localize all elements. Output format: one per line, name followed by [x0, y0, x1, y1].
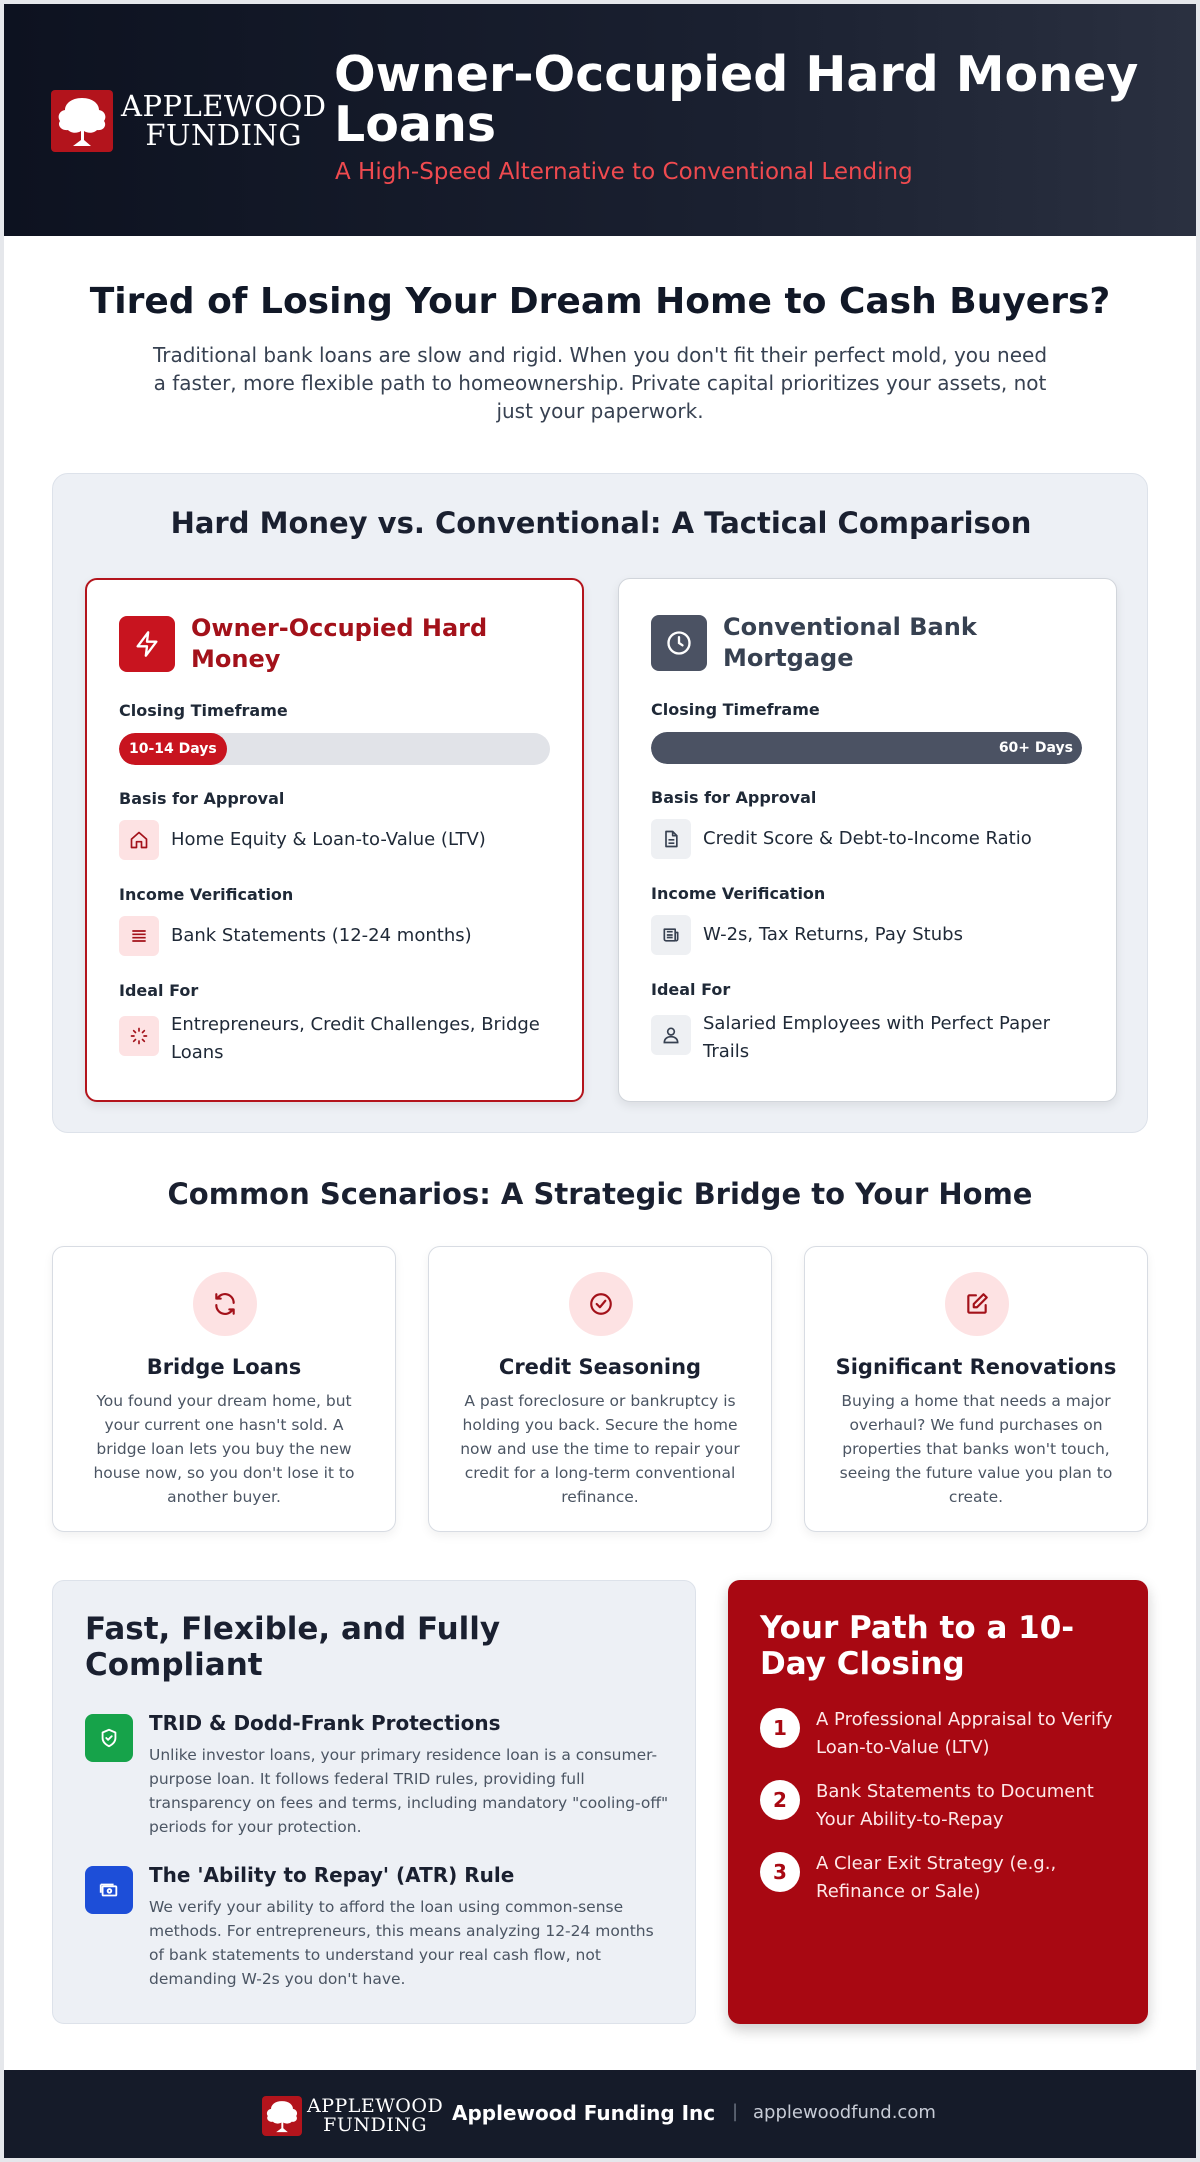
- shield-check-icon: [85, 1714, 133, 1762]
- basis-row: [651, 819, 1032, 859]
- income-value: W-2s, Tax Returns, Pay Stubs: [703, 924, 963, 945]
- logo-line-2: FUNDING: [145, 118, 303, 152]
- step-text: A Professional Appraisal to Verify Loan-to-Value (LTV): [816, 1709, 1113, 1758]
- timeframe-value: 10-14 Days: [129, 741, 217, 757]
- step-number: 3: [760, 1852, 800, 1892]
- comparison-section: [52, 473, 1148, 1133]
- step-number: 2: [760, 1780, 800, 1820]
- step-text: A Clear Exit Strategy (e.g., Refinance or Sale): [816, 1853, 1057, 1902]
- compliance-item-title: TRID & Dodd-Frank Protections: [149, 1711, 501, 1735]
- ideal-value: Salaried Employees with Perfect Paper Trails: [703, 1013, 1051, 1062]
- scenario-card-renovations: [804, 1246, 1148, 1532]
- ideal-row: [119, 1011, 551, 1067]
- home-icon: [119, 820, 159, 860]
- conventional-title: Conventional Bank Mortgage: [723, 613, 977, 672]
- timeframe-bar: [119, 733, 550, 765]
- income-value: Bank Statements (12-24 months): [171, 925, 472, 946]
- closing-path-section: [728, 1580, 1148, 2024]
- scenario-text: A past foreclosure or bankruptcy is holding you back. Secure the home now and use the time to repair your credit for a long-term conventional refinance.: [460, 1392, 740, 1506]
- logo-line-2: FUNDING: [323, 2114, 428, 2136]
- scenario-text: Buying a home that needs a major overhaul? We fund purchases on properties that banks won't touch, seeing the future value you plan to create.: [839, 1392, 1113, 1506]
- ideal-label: Ideal For: [119, 981, 199, 1000]
- tree-logo-icon: [262, 2096, 302, 2136]
- page: [4, 4, 1196, 2158]
- step-number: 1: [760, 1708, 800, 1748]
- user-icon: [651, 1015, 691, 1055]
- page-title: Owner-Occupied Hard Money Loans: [334, 46, 1139, 153]
- scenario-card-bridge-loans: [52, 1246, 396, 1532]
- path-step: [760, 1778, 1116, 1834]
- list-icon: [119, 916, 159, 956]
- footer: [4, 2070, 1196, 2158]
- logo-line-1: APPLEWOOD: [121, 89, 327, 123]
- footer-url-link[interactable]: applewoodfund.com: [753, 2102, 936, 2123]
- compliance-section: [52, 1580, 696, 2024]
- logo-wordmark: [121, 89, 327, 152]
- logo-line-1: APPLEWOOD: [307, 2095, 444, 2117]
- compliance-item-text: We verify your ability to afford the loan using common-sense methods. For entrepreneurs, this means analyzing 12-24 months of bank statements to understand your real cash flow, not demanding W-2s you don't have.: [149, 1898, 654, 1988]
- scenario-title: Credit Seasoning: [498, 1355, 702, 1379]
- clock-icon: [651, 615, 707, 671]
- income-label: Income Verification: [119, 885, 294, 904]
- footer-company: Applewood Funding Inc: [452, 2101, 716, 2125]
- basis-value: Home Equity & Loan-to-Value (LTV): [171, 829, 486, 850]
- path-step: [760, 1850, 1116, 1906]
- timeframe-label: Closing Timeframe: [119, 701, 288, 720]
- ideal-value: Entrepreneurs, Credit Challenges, Bridge Loans: [171, 1014, 540, 1063]
- check-circle-icon: [569, 1272, 633, 1336]
- newspaper-icon: [651, 915, 691, 955]
- timeframe-bar-fill: [119, 733, 227, 765]
- footer-separator: |: [732, 2101, 739, 2122]
- basis-label: Basis for Approval: [651, 788, 817, 807]
- compliance-item-title: The 'Ability to Repay' (ATR) Rule: [149, 1863, 515, 1887]
- timeframe-bar-fill: [651, 732, 1082, 764]
- conventional-card: [618, 578, 1117, 1102]
- hard-money-title: Owner-Occupied Hard Money: [191, 614, 488, 673]
- path-step: [760, 1706, 1116, 1762]
- loader-icon: [119, 1016, 159, 1056]
- timeframe-label: Closing Timeframe: [651, 700, 820, 719]
- income-label: Income Verification: [651, 884, 826, 903]
- timeframe-bar: [651, 732, 1082, 764]
- tree-logo-icon: [51, 90, 113, 152]
- closing-path-title: Your Path to a 10-Day Closing: [760, 1610, 1075, 1682]
- footer-logo[interactable]: [262, 2096, 443, 2136]
- scenarios-title: Common Scenarios: A Strategic Bridge to Your Home: [167, 1177, 1033, 1211]
- income-row: [651, 915, 963, 955]
- basis-value: Credit Score & Debt-to-Income Ratio: [703, 828, 1032, 849]
- comparison-title: Hard Money vs. Conventional: A Tactical Comparison: [170, 506, 1032, 540]
- edit-icon: [945, 1272, 1009, 1336]
- document-icon: [651, 819, 691, 859]
- header: [4, 4, 1196, 236]
- lightning-icon: [119, 616, 175, 672]
- scenario-title: Bridge Loans: [146, 1355, 302, 1379]
- intro-text: Traditional bank loans are slow and rigid. When you don't fit their perfect mold, you need a faster, more flexible path to homeownership. Private capital prioritizes your assets, not just your paperwork.: [152, 343, 1048, 423]
- page-subtitle: A High-Speed Alternative to Conventional Lending: [335, 159, 913, 185]
- logo-wordmark: [307, 2097, 443, 2135]
- ideal-label: Ideal For: [651, 980, 731, 999]
- compliance-item-text: Unlike investor loans, your primary residence loan is a consumer-purpose loan. It follows federal TRID rules, providing full transparency on fees and terms, including mandatory "cooling-off" periods for your protection.: [149, 1746, 669, 1836]
- intro-title: Tired of Losing Your Dream Home to Cash Buyers?: [89, 281, 1111, 322]
- scenario-card-credit-seasoning: [428, 1246, 772, 1532]
- income-row: [119, 916, 472, 956]
- ideal-row: [651, 1010, 1083, 1066]
- refresh-icon: [193, 1272, 257, 1336]
- hard-money-card: [85, 578, 584, 1102]
- brand-logo[interactable]: [51, 90, 327, 152]
- timeframe-value: 60+ Days: [998, 740, 1073, 756]
- compliance-title: Fast, Flexible, and Fully Compliant: [85, 1611, 501, 1683]
- basis-label: Basis for Approval: [119, 789, 285, 808]
- basis-row: [119, 820, 486, 860]
- scenario-text: You found your dream home, but your current one hasn't sold. A bridge loan lets you buy the new house now, so you don't lose it to another buyer.: [93, 1392, 355, 1506]
- step-text: Bank Statements to Document Your Ability-to-Repay: [816, 1781, 1094, 1830]
- cash-icon: [85, 1866, 133, 1914]
- scenario-title: Significant Renovations: [835, 1355, 1117, 1379]
